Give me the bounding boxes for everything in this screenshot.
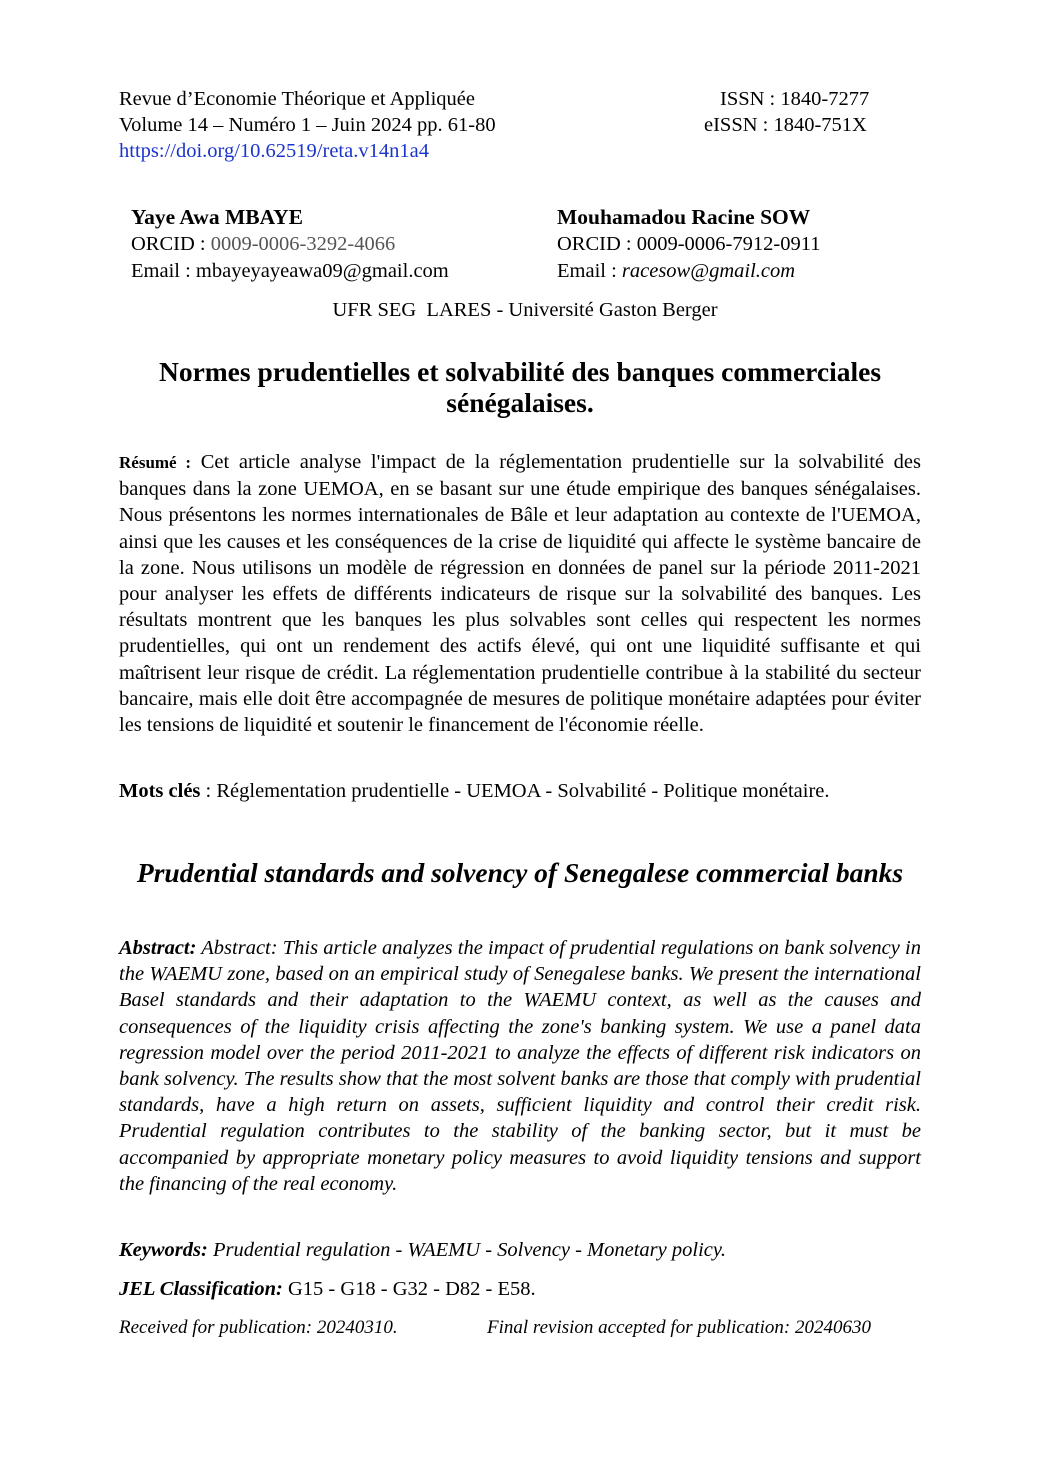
keywords-french (119, 778, 921, 804)
received-date: Received for publication: 20240310. (119, 1317, 398, 1338)
abstract-label: Résumé : (119, 453, 192, 472)
title-english: Prudential standards and solvency of Senegalese commercial banks (136, 857, 904, 888)
author-email: Email : mbayeyayeawa09@gmail.com (131, 260, 449, 282)
author-2 (557, 204, 820, 285)
issn: ISSN : 1840-7277 (720, 88, 870, 110)
jel-label: JEL Classification: (119, 1278, 283, 1300)
keywords-english (119, 1237, 921, 1263)
keywords-label: Keywords: (119, 1239, 208, 1261)
abstract-french (119, 449, 921, 738)
author-email: Email : racesow@gmail.com (557, 260, 796, 282)
title-french: Normes prudentielles et solvabilité des banques commerciales sénégalaises. (158, 356, 882, 418)
journal-info (119, 86, 496, 164)
volume-line: Volume 14 – Numéro 1 – Juin 2024 pp. 61-80 (119, 114, 496, 136)
email-link[interactable]: racesow@gmail.com (621, 260, 796, 282)
email-link[interactable]: mbayeyayeawa09@gmail.com (195, 260, 449, 282)
author-orcid: ORCID : 0009-0006-7912-0911 (557, 233, 821, 255)
abstract-text: Abstract: This article analyzes the impact of prudential regulations on bank solvency in the WAEMU zone, based on an empirical study of Senegalese banks. We present the international Basel standards and their adaptation to the WAEMU context, as well as the causes and consequences of the liquidity crisis affecting the zone's banking system. We use a panel data regression model over the period 2011-2021 to analyze the effects of different risk indicators on bank solvency. The results show that the most solvent banks are those that comply with prudential standards, have a high return on assets, sufficient liquidity and control their credit risk. Prudential regulation contributes to the stability of the banking sector, but it must be accompanied by appropriate monetary policy measures to avoid liquidity tensions and support the financing of the real economy. (119, 937, 921, 1195)
eissn: eISSN : 1840-751X (704, 114, 867, 136)
journal-name: Revue d’Economie Théorique et Appliquée (119, 88, 475, 110)
jel-text: G15 - G18 - G32 - D82 - E58. (282, 1278, 536, 1300)
author-name: Yaye Awa MBAYE (131, 205, 304, 229)
jel-classification (119, 1276, 921, 1302)
keywords-text: Prudential regulation - WAEMU - Solvency - Monetary policy. (207, 1239, 726, 1261)
affiliation: UFR SEG LARES - Université Gaston Berger (332, 299, 718, 321)
author-name: Mouhamadou Racine SOW (557, 205, 811, 229)
author-orcid: ORCID : 0009-0006-3292-4066 (131, 233, 396, 255)
keywords-text: : Réglementation prudentielle - UEMOA - Solvabilité - Politique monétaire. (200, 780, 830, 802)
author-1 (131, 204, 449, 285)
keywords-label: Mots clés (119, 780, 201, 802)
doi-link[interactable]: https://doi.org/10.62519/reta.v14n1a4 (119, 140, 429, 162)
abstract-label: Abstract: (119, 937, 197, 959)
issn-info (704, 86, 869, 138)
accepted-date: Final revision accepted for publication: 20240630 (487, 1317, 871, 1338)
orcid-link[interactable]: 0009-0006-3292-4066 (210, 233, 396, 255)
orcid-link[interactable]: 0009-0006-7912-0911 (636, 233, 821, 255)
abstract-english (119, 935, 921, 1197)
abstract-text: Cet article analyse l'impact de la réglementation prudentielle sur la solvabilité des banques dans la zone UEMOA, en se basant sur une étude empirique des banques sénégalaises. Nous présentons les normes internationales de Bâle et leur adaptation au contexte de l'UEMOA, ainsi que les causes et les conséquences de la crise de liquidité qui affecte le système bancaire de la zone. Nous utilisons un modèle de régression en données de panel sur la période 2011-2021 pour analyser les effets de différents indicateurs de risque sur la solvabilité des banques. Les résultats montrent que les banques les plus solvables sont celles qui respectent les normes prudentielles, qui ont un rendement des actifs élevé, qui ont une liquidité suffisante et qui maîtrisent leur risque de crédit. La réglementation prudentielle contribue à la stabilité du secteur bancaire, mais elle doit être accompagnée de mesures de politique monétaire adaptées pour éviter les tensions de liquidité et soutenir le financement de l'économie réelle. (119, 451, 921, 737)
